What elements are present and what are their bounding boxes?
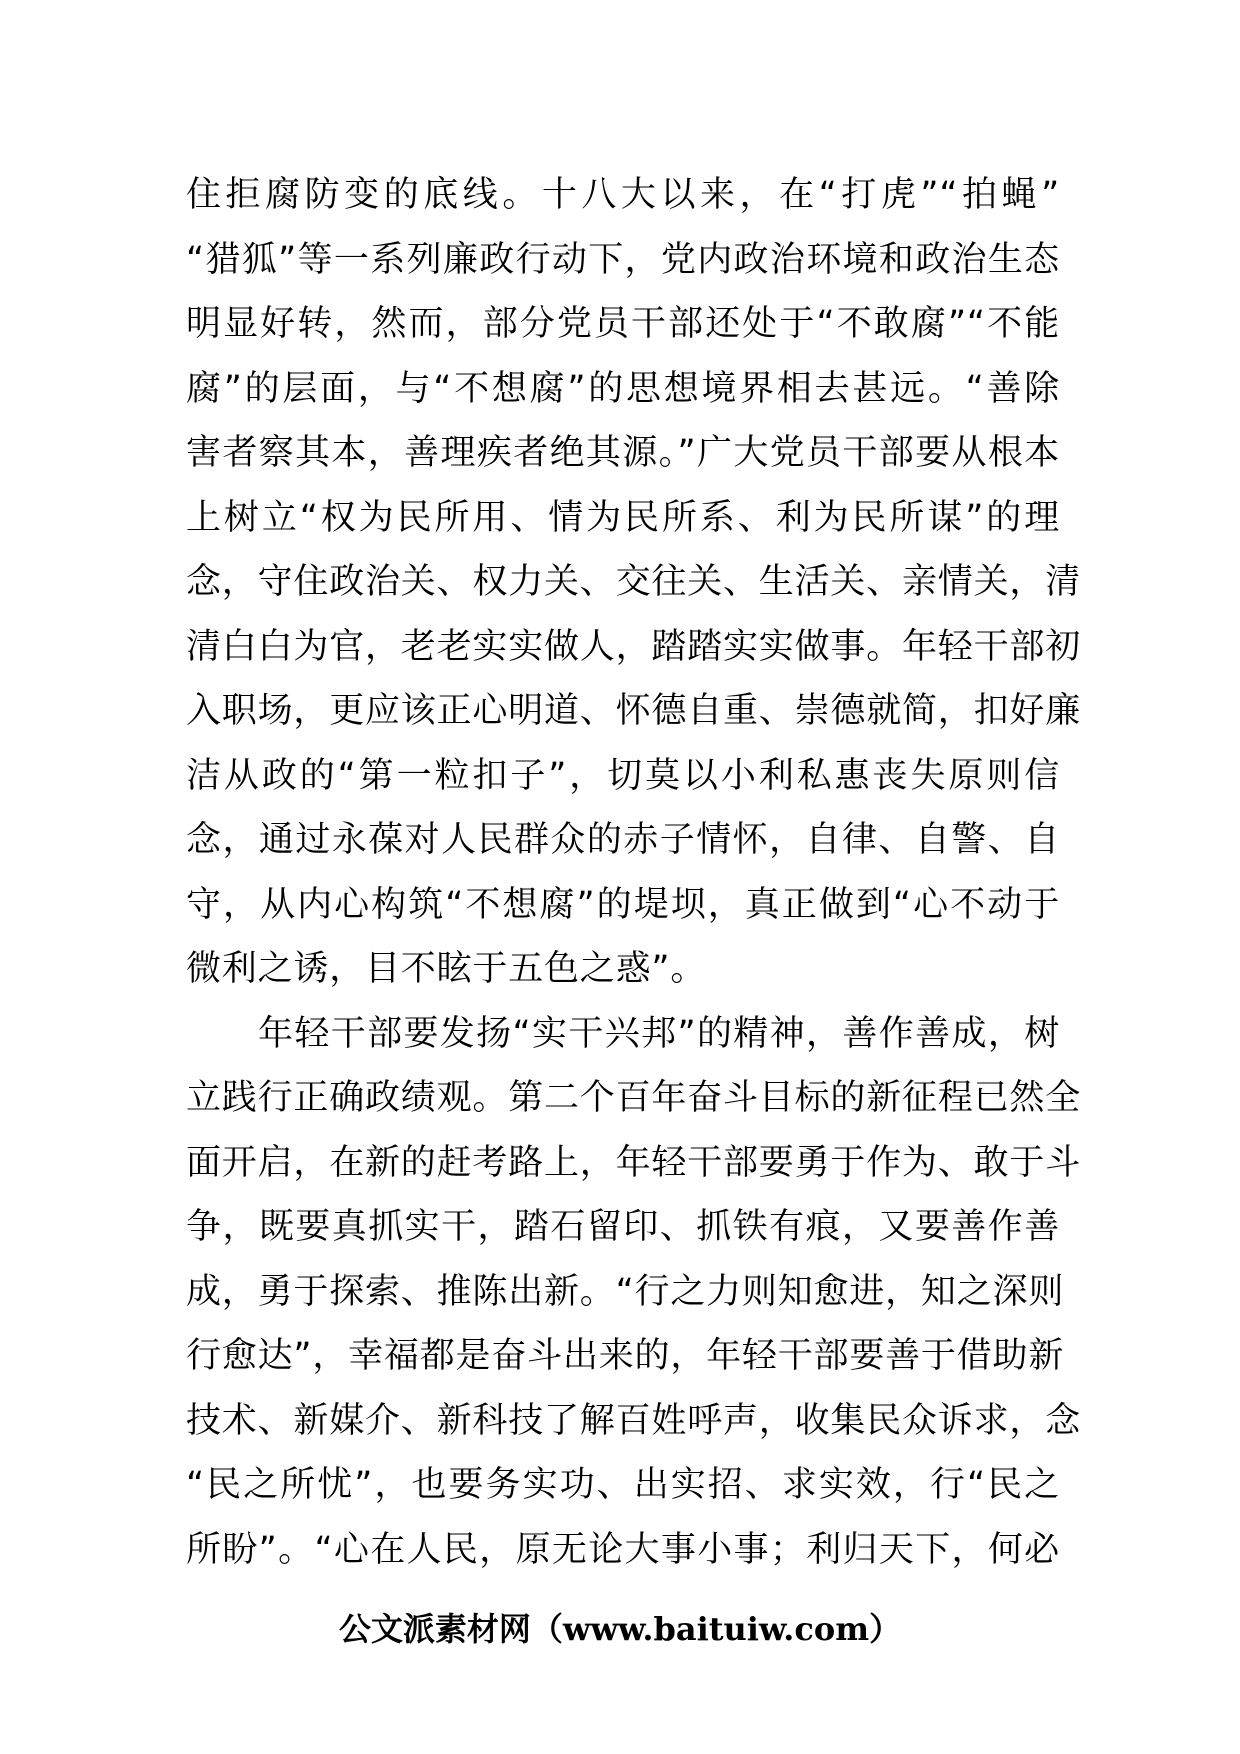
text-line: “猎狐”等一系列廉政行动下，党内政治环境和政治生态 — [186, 239, 1060, 280]
text-line: 所盼”。“心在人民，原无论大事小事；利归天下，何必 — [186, 1529, 1060, 1570]
text-line: 争，既要真抓实干，踏石留印、抓铁有痕，又要善作善 — [186, 1207, 1060, 1247]
text-line: 守，从内心构筑“不想腐”的堤坝，真正做到“心不动于 — [186, 884, 1060, 925]
text-line: 立践行正确政绩观。第二个百年奋斗目标的新征程已然全 — [186, 1078, 1082, 1118]
text-line: 明显好转，然而，部分党员干部还处于“不敢腐”“不能 — [186, 304, 1060, 344]
text-line: 住拒腐防变的底线。十八大以来，在“打虎”“拍蝇” — [186, 175, 1060, 215]
text-line: 年轻干部要发扬“实干兴邦”的精神，善作善成，树 — [258, 1013, 1060, 1054]
text-line: 微利之诱，目不眩于五色之惑”。 — [186, 949, 707, 989]
text-line: 害者察其本，善理疾者绝其源。”广大党员干部要从根本 — [186, 433, 1060, 473]
text-line: 念，通过永葆对人民群众的赤子情怀，自律、自警、自 — [186, 820, 1060, 860]
text-line: 面开启，在新的赶考路上，年轻干部要勇于作为、敢于斗 — [186, 1142, 1082, 1183]
paragraph-1 — [186, 163, 1082, 1002]
text-line: 念，守住政治关、权力关、交往关、生活关、亲情关，清 — [186, 562, 1082, 602]
text-line: 洁从政的“第一粒扣子”，切莫以小利私惠丧失原则信 — [186, 755, 1060, 796]
footer-watermark: 公文派素材网（www.baituiw.com） — [338, 1610, 902, 1648]
text-line: 行愈达”，幸福都是奋斗出来的，年轻干部要善于借助新 — [186, 1336, 1065, 1376]
paragraph-2 — [186, 1002, 1082, 1583]
body-text — [186, 163, 1082, 1582]
text-line: “民之所忧”，也要务实功、出实招、求实效，行“民之 — [186, 1465, 1060, 1505]
text-line: 技术、新媒介、新科技了解百姓呼声，收集民众诉求，念 — [186, 1400, 1082, 1441]
text-line: 成，勇于探索、推陈出新。“行之力则知愈进，知之深则 — [186, 1271, 1065, 1312]
text-line: 清白白为官，老老实实做人，踏踏实实做事。年轻干部初 — [186, 626, 1082, 667]
text-line: 上树立“权为民所用、情为民所系、利为民所谋”的理 — [186, 497, 1060, 538]
text-line: 腐”的层面，与“不想腐”的思想境界相去甚远。“善除 — [186, 368, 1060, 409]
text-line: 入职场，更应该正心明道、怀德自重、崇德就简，扣好廉 — [186, 691, 1082, 731]
